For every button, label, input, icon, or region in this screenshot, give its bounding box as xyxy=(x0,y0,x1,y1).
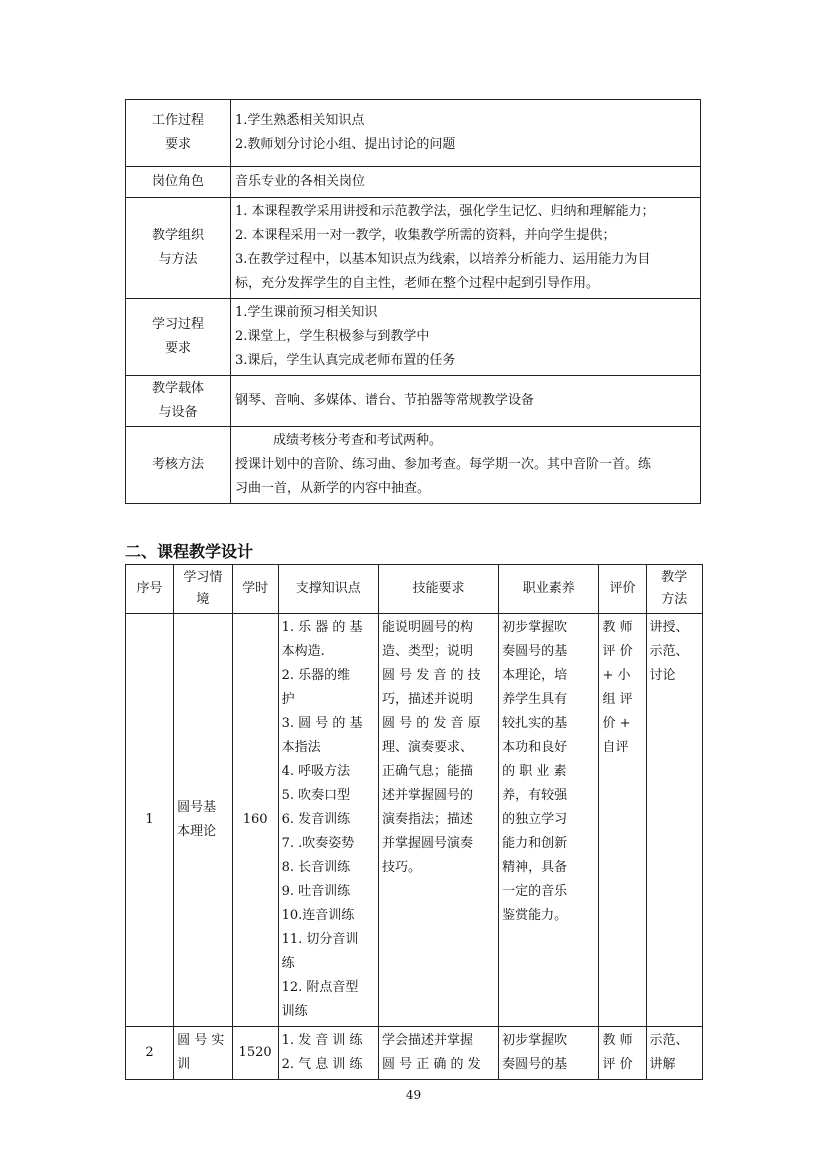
text-line: 技能要求 xyxy=(412,581,465,596)
info-row xyxy=(126,167,701,198)
text-line: 6. 发音训练 xyxy=(281,812,351,827)
row-number: 2 xyxy=(126,1027,174,1080)
table-row xyxy=(126,1027,703,1080)
table-row xyxy=(126,614,703,1027)
column-header xyxy=(174,565,233,614)
text-line: 的 职 业 素 xyxy=(502,764,567,779)
evaluation xyxy=(599,614,646,1027)
info-content xyxy=(231,427,701,504)
text-line: 标，充分发挥学生的自主性，老师在整个过程中起到引导作用。 xyxy=(235,276,600,291)
text-line: 4. 呼吸方法 xyxy=(281,764,351,779)
text-line: 理、演奏要求、 xyxy=(381,740,473,755)
info-content xyxy=(231,198,701,299)
info-label xyxy=(126,427,231,504)
text-line: 序号 xyxy=(136,581,163,596)
text-line: 能力和创新 xyxy=(502,836,568,851)
text-line: 训 xyxy=(177,1057,191,1072)
text-line: 1. 乐 器 的 基 xyxy=(281,620,363,635)
text-line: 述并掌握圆号的 xyxy=(381,788,473,803)
text-line: 2. 本课程采用一对一教学，收集教学所需的资料，并向学生提供； xyxy=(235,228,616,243)
text-line: 9. 吐音训练 xyxy=(281,884,351,899)
learning-context xyxy=(174,1027,233,1080)
text-line: 养学生具有 xyxy=(502,692,568,707)
label-line: 要求 xyxy=(164,341,191,356)
text-line: 初步掌握吹 xyxy=(502,1033,568,1048)
text-line: 本指法 xyxy=(281,740,321,755)
text-line: 教学 xyxy=(661,570,688,585)
info-label xyxy=(126,299,231,376)
info-row xyxy=(126,427,701,504)
text-line: 巧，描述并说明 xyxy=(381,692,473,707)
text-line: 造、类型；说明 xyxy=(381,644,473,659)
text-line: 示范、 xyxy=(649,1033,689,1048)
text-line: 3.课后，学生认真完成老师布置的任务 xyxy=(235,353,456,368)
text-line: 学时 xyxy=(242,581,269,596)
text-line: 能说明圆号的构 xyxy=(381,620,473,635)
text-line: 1.学生熟悉相关知识点 xyxy=(235,113,365,128)
label-line: 与设备 xyxy=(158,405,198,420)
text-line: + 小 xyxy=(602,668,631,683)
text-line: 音乐专业的各相关岗位 xyxy=(235,174,366,189)
info-row xyxy=(126,299,701,376)
info-row xyxy=(126,198,701,299)
class-hours: 1520 xyxy=(232,1027,278,1080)
info-label xyxy=(126,376,231,427)
text-line: 奏圆号的基 xyxy=(502,1057,568,1072)
teaching-method xyxy=(646,1027,702,1080)
column-header xyxy=(499,565,599,614)
class-hours: 160 xyxy=(232,614,278,1027)
text-line: 示范、 xyxy=(649,644,689,659)
professional-quality xyxy=(499,1027,599,1080)
text-line: 评 价 xyxy=(602,1057,633,1072)
info-label xyxy=(126,198,231,299)
learning-context xyxy=(174,614,233,1027)
skill-requirements xyxy=(378,1027,498,1080)
text-line: 10.连音训练 xyxy=(281,908,355,923)
text-line: 1. 发 音 训 练 xyxy=(281,1033,363,1048)
info-row xyxy=(126,376,701,427)
text-line: 本理论 xyxy=(177,824,217,839)
teaching-method xyxy=(646,614,702,1027)
text-line: 本理论，培 xyxy=(502,668,568,683)
info-content xyxy=(231,376,701,427)
text-line: 价 + xyxy=(602,716,631,731)
text-line: 圆 号 正 确 的 发 xyxy=(381,1057,481,1072)
section-title: 二、课程教学设计 xyxy=(125,542,254,561)
text-line: 11. 切分音训 xyxy=(281,932,359,947)
label-line: 考核方法 xyxy=(151,457,204,472)
course-design-table xyxy=(125,564,703,1080)
text-line: 2.教师划分讨论小组、提出讨论的问题 xyxy=(235,137,456,152)
text-line: 护 xyxy=(281,692,295,707)
professional-quality xyxy=(499,614,599,1027)
text-line: 评 价 xyxy=(602,644,633,659)
text-line: 12. 附点音型 xyxy=(281,980,359,995)
label-line: 与方法 xyxy=(158,252,198,267)
text-line: 方法 xyxy=(661,592,688,607)
info-row xyxy=(126,100,701,167)
text-line: 8. 长音训练 xyxy=(281,860,351,875)
text-line: 5. 吹奏口型 xyxy=(281,788,351,803)
text-line: 演奏指法；描述 xyxy=(381,812,473,827)
info-label xyxy=(126,167,231,198)
text-line: 正确气息；能描 xyxy=(381,764,473,779)
column-header xyxy=(278,565,378,614)
design-table-body xyxy=(126,614,703,1080)
column-header xyxy=(646,565,702,614)
text-line: 圆 号 的 发 音 原 xyxy=(381,716,481,731)
text-line: 7. .吹奏姿势 xyxy=(281,836,355,851)
text-line: 养，有较强 xyxy=(502,788,568,803)
text-line: 1.学生课前预习相关知识 xyxy=(235,305,378,320)
text-line: 2.课堂上，学生积极参与到教学中 xyxy=(235,329,430,344)
label-line: 学习过程 xyxy=(151,317,204,332)
text-line: 教 师 xyxy=(602,620,633,635)
text-line: 讲授、 xyxy=(649,620,689,635)
course-info-body xyxy=(126,100,701,504)
text-line: 3.在教学过程中，以基本知识点为线索，以培养分析能力、运用能力为目 xyxy=(235,252,651,267)
label-line: 要求 xyxy=(164,137,191,152)
design-table-header xyxy=(126,565,703,614)
text-line: 圆 号 发 音 的 技 xyxy=(381,668,481,683)
text-line: 授课计划中的音阶、练习曲、参加考查。每学期一次。其中音阶一首。练 xyxy=(235,457,652,472)
text-line: 境 xyxy=(196,592,210,607)
knowledge-points xyxy=(278,1027,378,1080)
text-line: 精神，具备 xyxy=(502,860,568,875)
text-line: 本构造. xyxy=(281,644,325,659)
evaluation xyxy=(599,1027,646,1080)
skill-requirements xyxy=(378,614,498,1027)
label-line: 教学载体 xyxy=(151,381,204,396)
text-line: 支撑知识点 xyxy=(295,581,361,596)
column-header xyxy=(378,565,498,614)
text-line: 自评 xyxy=(602,740,629,755)
label-line: 教学组织 xyxy=(151,228,204,243)
text-line: 本功和良好 xyxy=(502,740,568,755)
text-line: 钢琴、音响、多媒体、谱台、节拍器等常规教学设备 xyxy=(235,393,535,408)
page-number: 49 xyxy=(405,1088,422,1102)
text-line: 组 评 xyxy=(602,692,633,707)
text-line: 成绩考核分考查和考试两种。 xyxy=(273,433,443,448)
text-line: 2. 乐器的维 xyxy=(281,668,351,683)
column-header xyxy=(599,565,646,614)
text-line: 训练 xyxy=(281,1004,308,1019)
text-line: 圆号基 xyxy=(177,800,217,815)
info-content xyxy=(231,299,701,376)
info-label xyxy=(126,100,231,167)
info-content xyxy=(231,100,701,167)
text-line: 奏圆号的基 xyxy=(502,644,568,659)
column-header xyxy=(126,565,174,614)
text-line: 评价 xyxy=(609,581,636,596)
label-line: 工作过程 xyxy=(151,113,204,128)
row-number: 1 xyxy=(126,614,174,1027)
text-line: 讨论 xyxy=(649,668,676,683)
text-line: 初步掌握吹 xyxy=(502,620,568,635)
text-line: 并掌握圆号演奏 xyxy=(381,836,473,851)
label-line: 岗位角色 xyxy=(151,174,204,189)
text-line: 较扎实的基 xyxy=(502,716,568,731)
text-line: 教 师 xyxy=(602,1033,633,1048)
knowledge-points xyxy=(278,614,378,1027)
text-line: 学习情 xyxy=(183,570,223,585)
column-header xyxy=(232,565,278,614)
text-line: 讲解 xyxy=(649,1057,676,1072)
text-line: 的独立学习 xyxy=(502,812,568,827)
text-line: 3. 圆 号 的 基 xyxy=(281,716,363,731)
text-line: 职业素养 xyxy=(522,581,575,596)
text-line: 圆 号 实 xyxy=(177,1033,225,1048)
text-line: 练 xyxy=(281,956,295,971)
text-line: 2. 气 息 训 练 xyxy=(281,1057,363,1072)
text-line: 1. 本课程教学采用讲授和示范教学法，强化学生记忆、归纳和理解能力； xyxy=(235,204,655,219)
course-info-table xyxy=(125,99,701,504)
text-line: 习曲一首，从新学的内容中抽查。 xyxy=(235,481,431,496)
text-line: 一定的音乐 xyxy=(502,884,568,899)
text-line: 技巧。 xyxy=(381,860,421,875)
info-content xyxy=(231,167,701,198)
text-line: 学会描述并掌握 xyxy=(381,1033,473,1048)
text-line: 鉴赏能力。 xyxy=(502,908,568,923)
